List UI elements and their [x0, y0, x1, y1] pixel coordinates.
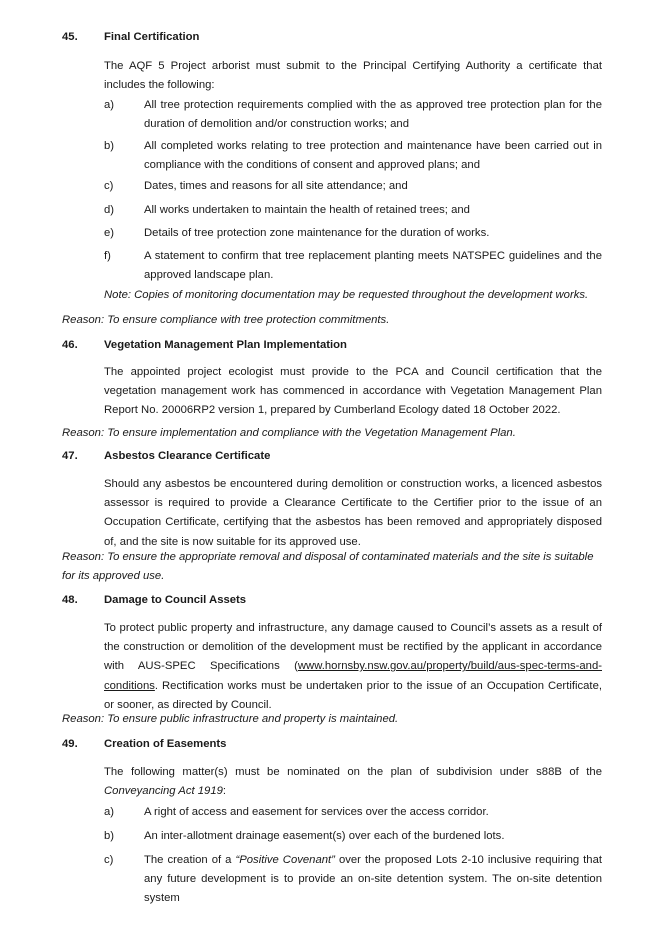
- section-45-note: Note: Copies of monitoring documentation may be requested throughout the development works.: [104, 289, 589, 301]
- section-title: Damage to Council Assets: [104, 594, 247, 606]
- section-number: 49.: [62, 738, 78, 750]
- document-page: 45. Final Certification The AQF 5 Project arborist must submit to the Principal Certifying Authority a certificate that includes the following: a) All tree protection requirements complied with the as approved tree protection plan for the duration of demolition and/or construction works; and b) All completed works relating to tree protection and maintenance have been carried out in compliance with the conditions of consent and approved plans; and c) Dates, times and reasons for all site attendance; and d) All works undertaken to maintain the health of retained trees; and e) Details of tree protection zone maintenance for the duration of works. f) A statement to confirm that tree replacement planting meets NATSPEC guidelines and the approved landscape plan. Note: Copies of monitoring documentation may be requested throughout the development works. Reason: To ensure compliance with tree protection commitments. 46. Vegetation Management Plan Implementation The appointed project ecologist must provide to the PCA and Council certification that the vegetation management work has commenced in accordance with Vegetation Management Plan Report No. 20006RP2 version 1, prepared by Cumberland Ecology dated 18 October 2022. Reason: To ensure implementation and compliance with the Vegetation Management Plan. 47. Asbestos Clearance Certificate Should any asbestos be encountered during demolition or construction works, a licenced asbestos assessor is required to provide a Clearance Certificate to the Certifier prior to the issue of an Occupation Certificate, certifying that the asbestos has been removed and appropriately disposed of, and the site is now suitable for its approved use. Reason: To ensure the appropriate removal and disposal of contaminated materials and the site is suitable for its approved use. 48. Damage to Council Assets To protect public property and infrastructure, any damage caused to Council’s assets as a result of the construction or demolition of the development must be rectified by the applicant in accordance with AUS-SPEC Specifications (www.hornsby.nsw.gov.au/property/build/aus-spec-terms-and-conditions. Rectification works must be undertaken prior to the issue of an Occupation Certificate, or sooner, as directed by Council. Reason: To ensure public infrastructure and property is maintained. 49. Creation of Easements The following matter(s) must be nominated on the plan of subdivision under s88B of the Conveyancing Act 1919: a) A right of access and easement for services over the access corridor. b) An inter-allotment drainage easement(s) over each of the burdened lots. c) The creation of a “Positive Covenant” over the proposed Lots 2-10 inclusive requiring that any future development is to provide an on-site detention system. The on-site detention system: [62, 31, 603, 905]
- section-46-reason: Reason: To ensure implementation and compliance with the Vegetation Management Plan.: [62, 427, 516, 439]
- section-title: Final Certification: [104, 31, 200, 43]
- section-46-body: The appointed project ecologist must provide to the PCA and Council certification that the vegetation management work has commenced in accordance with Vegetation Management Plan Report No. 20006RP2 version 1, prepared by Cumberland Ecology dated 18 October 2022.: [104, 366, 602, 417]
- section-45-intro: The AQF 5 Project arborist must submit to the Principal Certifying Authority a certificate that includes the following:: [104, 60, 602, 92]
- section-number: 47.: [62, 450, 78, 462]
- section-number: 45.: [62, 31, 78, 43]
- section-number: 46.: [62, 339, 78, 351]
- section-48-body: To protect public property and infrastructure, any damage caused to Council’s assets as a result of the construction or demolition of the development must be rectified by the applicant in accordance with AUS-SPEC Specifications (www.hornsby.nsw.gov.au/property/build/aus-spec-terms-and-conditions. Rectification works must be undertaken prior to the issue of an Occupation Certificate, or sooner, as directed by Council.: [104, 622, 602, 711]
- section-number: 48.: [62, 594, 78, 606]
- section-47-body: Should any asbestos be encountered during demolition or construction works, a licenced asbestos assessor is required to provide a Clearance Certificate to the Certifier prior to the issue of an Occupation Certificate, certifying that the asbestos has been removed and appropriately disposed of, and the site is now suitable for its approved use.: [104, 478, 602, 548]
- section-49-intro: The following matter(s) must be nominated on the plan of subdivision under s88B of the Conveyancing Act 1919:: [104, 766, 602, 798]
- section-title: Creation of Easements: [104, 738, 227, 750]
- aus-spec-link[interactable]: www.hornsby.nsw.gov.au/property/build/aus-spec-terms-and-conditions: [104, 660, 602, 692]
- section-title: Asbestos Clearance Certificate: [104, 450, 271, 462]
- section-48-reason: Reason: To ensure public infrastructure and property is maintained.: [62, 713, 399, 725]
- section-47-reason: Reason: To ensure the appropriate removal and disposal of contaminated materials and the site is suitable for its approved use.: [62, 551, 594, 583]
- section-45-reason: Reason: To ensure compliance with tree protection commitments.: [62, 314, 390, 326]
- section-title: Vegetation Management Plan Implementation: [104, 339, 347, 351]
